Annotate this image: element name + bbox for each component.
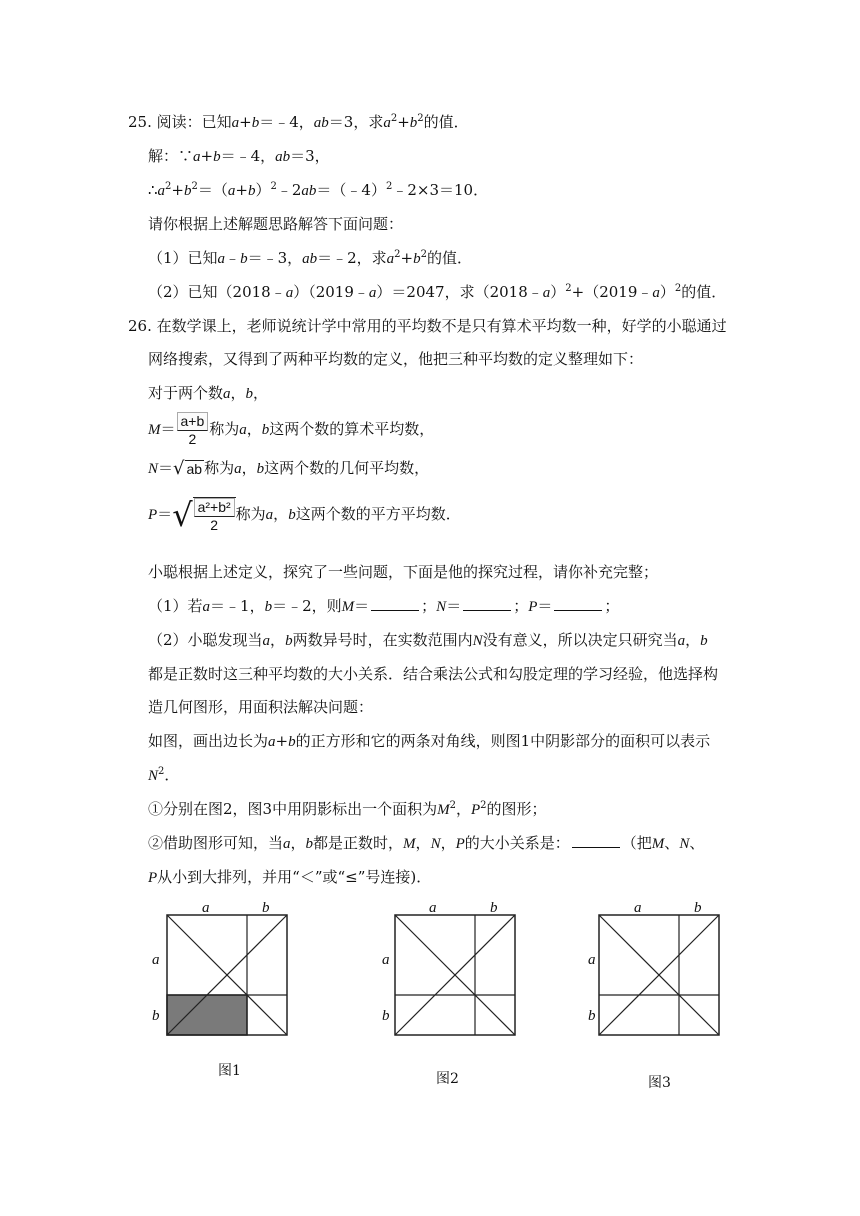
q26-intro-line2: 网络搜索，又得到了两种平均数的定义，他把三种平均数的定义整理如下： bbox=[148, 350, 644, 368]
q26-task2: ②借助图形可知，当a，b都是正数时，M，N，P的大小关系是： （把M、N、 bbox=[148, 834, 705, 852]
label-top-b: b bbox=[694, 900, 702, 916]
answer-blank-order[interactable] bbox=[572, 835, 620, 848]
label-top-a: a bbox=[429, 900, 437, 916]
label-left-a: a bbox=[152, 952, 160, 968]
q25-instruction: 请你根据上述解题思路解答下面问题： bbox=[148, 215, 404, 233]
figure-1 bbox=[140, 892, 310, 1052]
q26-intro-line1: 26. 在数学课上，老师说统计学中常用的平均数不是只有算术平均数一种，好学的小聪通过 bbox=[128, 317, 727, 335]
figure-3-caption: 图3 bbox=[648, 1075, 671, 1091]
label-top-b: b bbox=[490, 900, 498, 916]
figure-1-caption: 图1 bbox=[218, 1063, 241, 1079]
label-left-b: b bbox=[382, 1008, 390, 1024]
sqrt-N: √ ab bbox=[173, 458, 203, 479]
label-left-b: b bbox=[152, 1008, 160, 1024]
q25-solution-line2: $\therefore a^2+b^2=(a+b)^2﹣2ab=(﹣4)^2﹣2\times 3=10$． bbox=[148, 181, 489, 199]
q25-part2: （2）已知（2018﹣a）（2019﹣a）＝2047，求（2018﹣a）$^2$+（2019﹣a）$^2$的值． bbox=[148, 283, 727, 301]
label-left-a: a bbox=[588, 952, 596, 968]
label-left-b: b bbox=[588, 1008, 596, 1024]
label-top-b: b bbox=[262, 900, 270, 916]
figure-3 bbox=[572, 892, 742, 1052]
fraction-P: $\frac{\text{a²+b²}}{2}$ bbox=[194, 498, 235, 534]
sqrt-P: √ $\frac{\text{a²+b²}}{2}$ bbox=[172, 496, 235, 534]
fraction-M: $\frac{a+b}{2}$ bbox=[177, 412, 209, 448]
figure-2-caption: 图2 bbox=[436, 1071, 459, 1087]
q26-sub2-line2: 都是正数时这三种平均数的大小关系．结合乘法公式和勾股定理的学习经验，他选择构 bbox=[148, 665, 719, 683]
q26-figure-desc-cont: $N^2$． bbox=[148, 766, 180, 784]
q26-def-M: M＝ $\frac{a+b}{2}$ 称为a，b这两个数的算术平均数， bbox=[148, 413, 435, 447]
q26-def-N: N＝√ ab 称为a，b这两个数的几何平均数， bbox=[148, 458, 430, 479]
q25-solution-line1: 解：∵a+b＝﹣4，ab＝3， bbox=[148, 147, 330, 165]
q26-task1: ①分别在图2，图3中用阴影标出一个面积为$M^2$，$P^2$的图形； bbox=[148, 800, 547, 818]
label-top-a: a bbox=[202, 900, 210, 916]
q25-part1: （1）已知a﹣b＝﹣3，ab＝﹣2，求$a^2+b^2$的值． bbox=[148, 249, 472, 267]
answer-blank-N[interactable] bbox=[463, 598, 511, 611]
shaded-region bbox=[167, 995, 247, 1035]
q26-sub2-line1: （2）小聪发现当a，b两数异号时，在实数范围内N没有意义，所以决定只研究当a，b bbox=[148, 631, 708, 649]
answer-blank-M[interactable] bbox=[371, 598, 419, 611]
q26-sub2-line3: 造几何图形，用面积法解决问题： bbox=[148, 698, 374, 716]
label-left-a: a bbox=[382, 952, 390, 968]
q26-sub1: （1）若a＝﹣1，b＝﹣2，则M＝ ；N＝ ；P＝ ； bbox=[148, 597, 620, 615]
q26-explore: 小聪根据上述定义，探究了一些问题，下面是他的探究过程，请你补充完整； bbox=[148, 563, 659, 581]
q25-stem: 25. 阅读：已知a+b＝﹣4，ab＝3，求$a^2+b^2$的值． bbox=[128, 113, 469, 131]
answer-blank-P[interactable] bbox=[554, 598, 602, 611]
q26-figure-desc: 如图，画出边长为a+b的正方形和它的两条对角线，则图1中阴影部分的面积可以表示 bbox=[148, 732, 711, 750]
q26-task2-cont: P从小到大排列，并用“＜”或“≤”号连接)． bbox=[148, 868, 432, 886]
q26-def-P: P＝√ $\frac{\text{a²+b²}}{2}$ 称为a，b这两个数的平方平均数． bbox=[148, 496, 461, 534]
label-top-a: a bbox=[634, 900, 642, 916]
figure-2 bbox=[368, 892, 538, 1052]
q26-for-two-numbers: 对于两个数a，b， bbox=[148, 384, 269, 402]
